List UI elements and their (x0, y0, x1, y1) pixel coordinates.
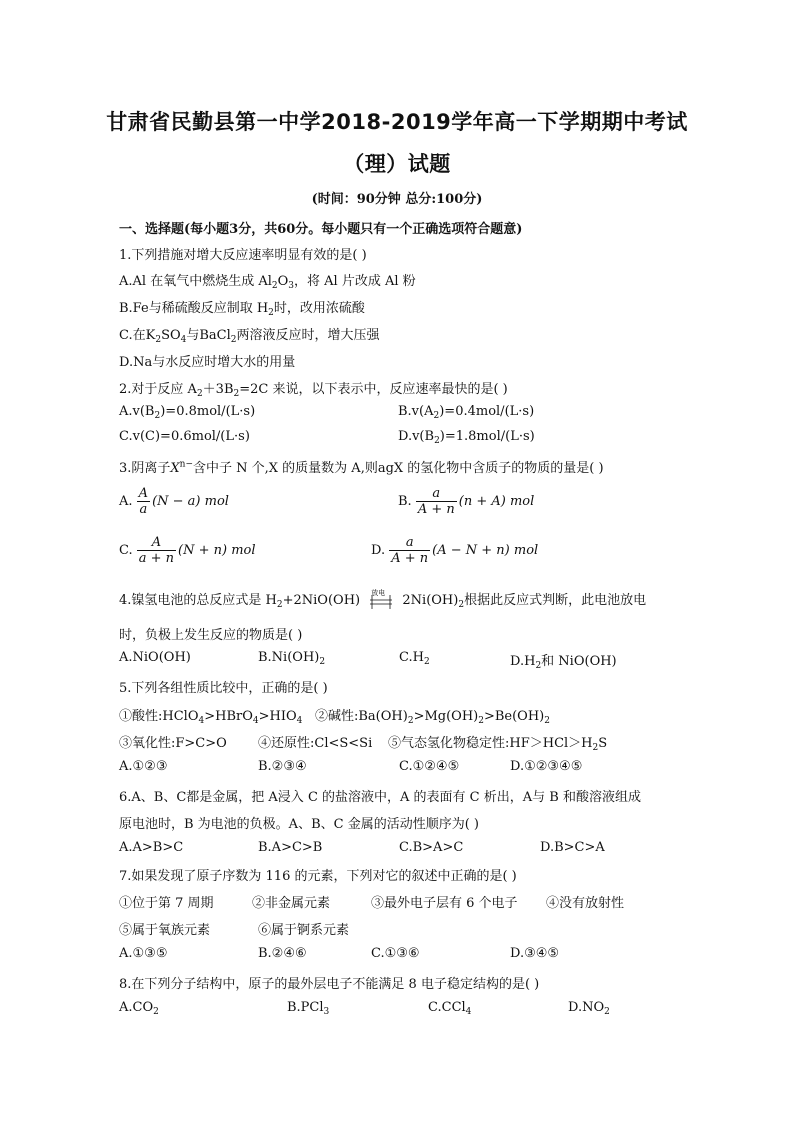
q3-ion: X (170, 461, 180, 476)
q3-option-c: C. $\frac{A}{a + n}$ (N + n) mol (119, 535, 256, 566)
fraction: $\frac{a}{A + n}$ (417, 486, 455, 517)
title-line-1: 甘肃省民勤县第一中学2018-2019学年高一下学期期中考试 (106, 110, 688, 134)
q8-option-a: $A.CO_2$ (119, 1000, 159, 1017)
q2-option-b: $B.v(A_2)=0.4mol/(L\cdot s)$ (398, 404, 535, 421)
q3-stem: 3.阴离子$X^{n-}$含中子 N 个,X 的质量数为 A,则agX 的氢化物中含质子的物质的量是( ) (119, 459, 604, 476)
q8-stem: 8.在下列分子结构中，原子的最外层电子不能满足 8 电子稳定结构的是( ) (119, 977, 540, 992)
fraction: $\frac{A}{a}$ (138, 486, 149, 517)
q7-statement-2: ②非金属元素 (252, 896, 331, 911)
q6-stem-line-1: 6.A、B、C都是金属，把 A浸入 C 的盐溶液中，A 的表面有 C 析出，A与 B 和酸溶液组成 (119, 790, 641, 805)
q7-statement-6: ⑥属于锕系元素 (258, 923, 350, 938)
q6-option-b: B.A>C>B (258, 840, 323, 855)
q5-statement-4: ④还原性:Cl<S<Si (258, 736, 373, 751)
q5-statement-2: ②碱性$:Ba(OH)_2>Mg(OH)_2>Be(OH)_2$ (315, 709, 550, 726)
q7-option-d: D.③④⑤ (510, 946, 560, 961)
q1-stem: 1.下列措施对增大反应速率明显有效的是( ) (119, 248, 367, 263)
q8-option-d: $D.NO_2$ (568, 1000, 610, 1017)
q4-option-c: $C.H_2$ (399, 650, 430, 667)
q4-option-d: $D.H_2$和 NiO(OH) (510, 654, 617, 671)
q7-statement-3: ③最外电子层有 6 个电子 (371, 896, 518, 911)
q5-option-b: B.②③④ (258, 759, 307, 774)
q1-option-d: D.Na与水反应时增大水的用量 (119, 355, 296, 370)
q7-statement-1: ①位于第 7 周期 (119, 896, 214, 911)
q1-option-c: C.在$K_2SO_4$与BaCl$_2$两溶液反应时，增大压强 (119, 328, 380, 345)
q1-option-b: B.Fe与稀硫酸反应制取 $H_2$时，改用浓硫酸 (119, 301, 365, 318)
q8-option-b: B.PCl$_3$ (287, 1000, 330, 1017)
q7-stem: 7.如果发现了原子序数为 116 的元素，下列对它的叙述中正确的是( ) (119, 869, 517, 884)
q8-option-c: C.CCl$_4$ (428, 1000, 472, 1017)
q3-option-a: A. $\frac{A}{a}$ (N − a) mol (119, 486, 229, 517)
q4-stem-line-1: 4.镍氢电池的总反应式是 $H_2+2NiO(OH)$ 放电 $2Ni(OH)_2$根据此反应式判断，此电池放电 (119, 588, 647, 610)
q5-statement-3: ③氧化性:F>C>O (119, 736, 227, 751)
q3-option-b: B. $\frac{a}{A + n}$ (n + A) mol (398, 486, 535, 517)
q5-option-a: A.①②③ (119, 759, 168, 774)
q2-option-a: $A.v(B_2)=0.8mol/(L\cdot s)$ (119, 404, 256, 421)
q7-option-a: A.①③⑤ (119, 946, 168, 961)
q5-statement-1: ①酸性$:HClO_4>HBrO_4>HIO_4$ (119, 709, 303, 726)
q7-option-c: C.①③⑥ (371, 946, 420, 961)
q5-option-d: D.①②③④⑤ (510, 759, 583, 774)
q7-option-b: B.②④⑥ (258, 946, 307, 961)
q6-option-c: C.B>A>C (399, 840, 464, 855)
q1-option-a: A.Al 在氧气中燃烧生成 $Al_2O_3$，将 Al 片改成 Al 粉 (119, 274, 416, 291)
q4-option-a: A.NiO(OH) (119, 650, 191, 665)
q2-option-c: C.v(C)=0.6mol/(L·s) (119, 429, 250, 444)
q3-option-d: D. $\frac{a}{A + n}$ (A − N + n) mol (371, 535, 539, 566)
q5-stem: 5.下列各组性质比较中，正确的是( ) (119, 681, 328, 696)
q7-statement-5: ⑤属于氧族元素 (119, 923, 211, 938)
q2-stem: 2.对于反应 $A_2+3B_2=2C$ 来说，以下表示中，反应速率最快的是( ) (119, 382, 508, 399)
reversible-arrow-icon: 放电 (371, 588, 386, 597)
q5-statement-5: ⑤气态氢化物稳定性$:HF>HCl>H_2S$ (388, 736, 608, 753)
fraction: $\frac{A}{a + n}$ (138, 535, 175, 566)
title-line-2: （理）试题 (343, 152, 451, 176)
q5-option-c: C.①②④⑤ (399, 759, 460, 774)
section-heading: 一、选择题(每小题3分，共60分。每小题只有一个正确选项符合题意) (119, 222, 523, 237)
q6-option-d: D.B>C>A (540, 840, 605, 855)
fraction: $\frac{a}{A + n}$ (391, 535, 429, 566)
q7-statement-4: ④没有放射性 (546, 896, 625, 911)
q2-option-d: $D.v(B_2)=1.8mol/(L\cdot s)$ (398, 429, 535, 446)
q4-stem-line-2: 时，负极上发生反应的物质是( ) (119, 628, 303, 643)
q6-option-a: A.A>B>C (119, 840, 184, 855)
exam-info: (时间：90分钟 总分:100分) (311, 192, 483, 207)
q4-option-b: $B.Ni(OH)_2$ (258, 650, 326, 667)
q6-stem-line-2: 原电池时，B 为电池的负极。A、B、C 金属的活动性顺序为( ) (119, 817, 479, 832)
